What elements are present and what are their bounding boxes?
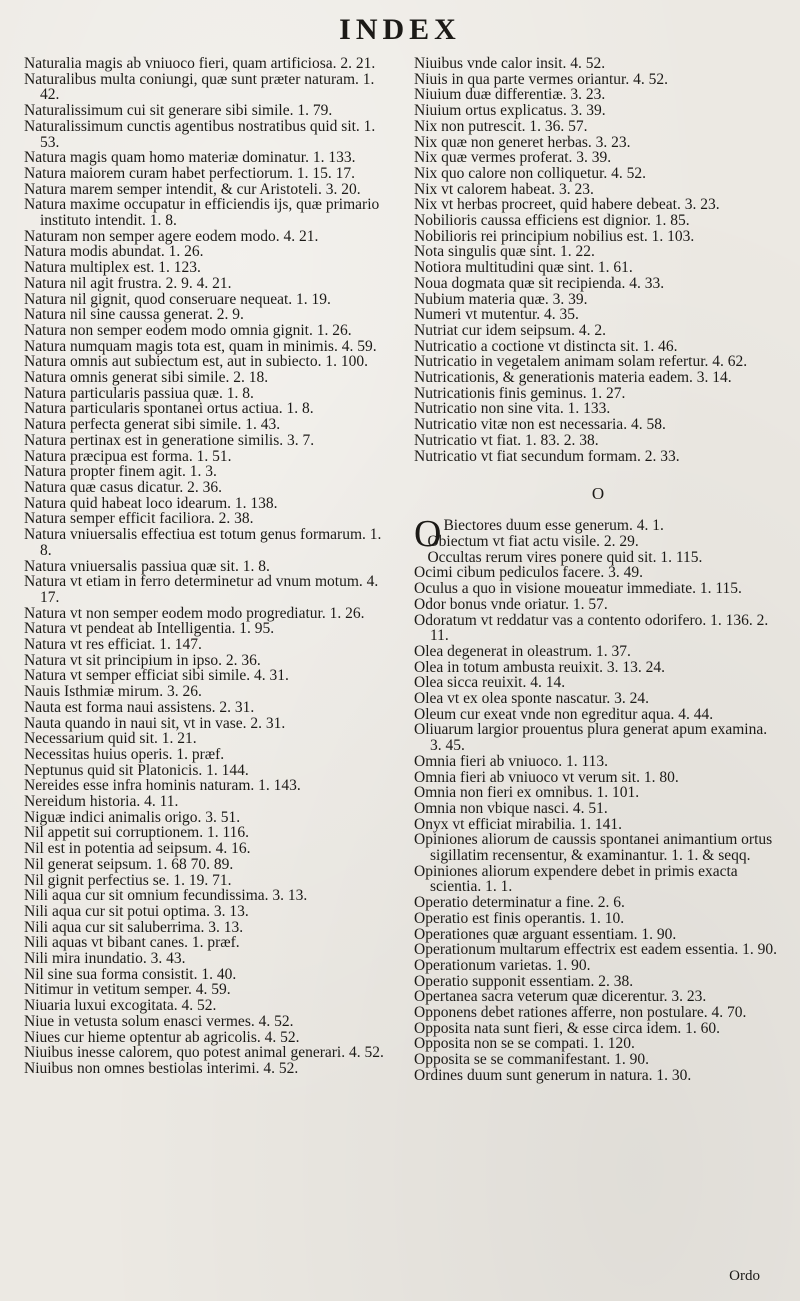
index-entry: Occultas rerum vires ponere quid sit. 1. 115. xyxy=(427,548,703,566)
index-entry: Nix vt calorem habeat. 3. 23. xyxy=(414,180,594,198)
index-entry: Omnia non fieri ex omnibus. 1. 101. xyxy=(414,784,640,802)
index-entry: Notiora multitudini quæ sint. 1. 61. xyxy=(414,259,633,277)
index-entry: Olea in totum ambusta reuixit. 3. 13. 24. xyxy=(414,658,665,676)
index-entry: Oliuarum largior prouentus plura generat apum examina. 3. 45. xyxy=(414,721,768,755)
index-entry: Natura maxime occupatur in efficiendis ijs, quæ primario instituto intendit. 1. 8. xyxy=(24,196,380,230)
index-entry: Niuis in qua parte vermes oriantur. 4. 52. xyxy=(414,70,668,88)
index-entry: Natura propter finem agit. 1. 3. xyxy=(24,463,217,481)
index-entry: Natura præcipua est forma. 1. 51. xyxy=(24,447,232,465)
index-entry: Niuium duæ differentiæ. 3. 23. xyxy=(414,86,606,104)
index-entry: Niuium ortus explicatus. 3. 39. xyxy=(414,102,606,120)
section-heading-o: O xyxy=(591,484,605,504)
index-entry: Natura vt etiam in ferro determinetur ad vnum motum. 4. 17. xyxy=(24,573,379,606)
index-entry: Odor bonus vnde oriatur. 1. 57. xyxy=(414,595,608,613)
index-entry: Natura vniuersalis effectiua est totum genus formarum. 1. 8. xyxy=(24,526,382,559)
index-entry: Nil appetit sui corruptionem. 1. 116. xyxy=(24,824,249,842)
right-column-bottom-entries xyxy=(414,534,782,1084)
index-entry: Nutricatio vitæ non est necessaria. 4. 58. xyxy=(414,416,666,434)
index-entry: Opposita se se commanifestant. 1. 90. xyxy=(414,1051,650,1069)
index-entry: Operatio determinatur a fine. 2. 6. xyxy=(414,894,625,912)
index-entry: Niues cur hieme optentur ab agricolis. 4. 52. xyxy=(24,1028,300,1046)
left-column xyxy=(24,56,396,1077)
index-entry: Natura quæ casus dicatur. 2. 36. xyxy=(24,478,223,496)
index-entry: Nix quæ non generet herbas. 3. 23. xyxy=(414,133,631,151)
index-entry: Natura vt pendeat ab Intelligentia. 1. 95. xyxy=(24,620,275,638)
index-entry: Naturalissimum cui sit generare sibi simile. 1. 79. xyxy=(24,102,333,120)
index-entry: Oleum cur exeat vnde non egreditur aqua. 4. 44. xyxy=(414,705,714,723)
index-entry: Nix quo calore non colliquetur. 4. 52. xyxy=(414,164,647,182)
index-entry: Operatio est finis operantis. 1. 10. xyxy=(414,909,625,927)
index-entry: Nil generat seipsum. 1. 68 70. 89. xyxy=(24,855,234,873)
index-entry: Natura perfecta generat sibi simile. 1. 43. xyxy=(24,416,281,434)
index-entry: Ocimi cibum pediculos facere. 3. 49. xyxy=(414,564,643,582)
index-entry: Natura vniuersalis passiua quæ sit. 1. 8. xyxy=(24,557,270,575)
index-entry: Naturalibus multa coniungi, quæ sunt præter naturam. 1. 42. xyxy=(24,70,375,104)
right-column-top-entries xyxy=(414,56,782,464)
index-entry: Operatio supponit essentiam. 2. 38. xyxy=(414,972,634,990)
index-entry: Natura vt res efficiat. 1. 147. xyxy=(24,636,202,654)
index-entry: Niguæ indici animalis origo. 3. 51. xyxy=(24,808,241,826)
index-entry: Nauta quando in naui sit, vt in vase. 2. 31. xyxy=(24,714,286,732)
index-entry: Natura modis abundat. 1. 26. xyxy=(24,243,204,261)
index-entry: Nobilioris rei principium nobilius est. 1. 103. xyxy=(414,227,695,245)
index-entry: Opposita non se se compati. 1. 120. xyxy=(414,1035,635,1053)
index-entry: Necessarium quid sit. 1. 21. xyxy=(24,730,197,748)
index-entry: Noua dogmata quæ sit recipienda. 4. 33. xyxy=(414,274,665,292)
index-entry: Operationum multarum effectrix est eadem essentia. 1. 90. xyxy=(414,941,777,959)
index-entry: Operationes quæ arguant essentiam. 1. 90. xyxy=(414,925,677,943)
index-entry: Natura magis quam homo materiæ dominatur. 1. 133. xyxy=(24,149,356,167)
index-entry: Niuibus inesse calorem, quo potest animal generari. 4. 52. xyxy=(24,1044,384,1062)
index-entry: Operationum varietas. 1. 90. xyxy=(414,956,591,974)
index-entry: Nix non putrescit. 1. 36. 57. xyxy=(414,117,588,135)
index-entry: Nauis Isthmiæ mirum. 3. 26. xyxy=(24,683,202,701)
index-entry: Naturalia magis ab vniuoco fieri, quam artificiosa. 2. 21. xyxy=(24,55,376,72)
index-entry: Nix quæ vermes proferat. 3. 39. xyxy=(414,149,612,167)
index-entry: Niuaria luxui excogitata. 4. 52. xyxy=(24,997,217,1015)
index-entry: Natura multiplex est. 1. 123. xyxy=(24,259,201,277)
index-entry: Onyx vt efficiat mirabilia. 1. 141. xyxy=(414,815,623,833)
index-entry: Opiniones aliorum expendere debet in primis exacta scientia. 1. 1. xyxy=(414,862,738,896)
index-entry: Olea vt ex olea sponte nascatur. 3. 24. xyxy=(414,690,650,708)
index-entry: Nutricationis finis geminus. 1. 27. xyxy=(414,384,626,402)
index-entry: Nereidum historia. 4. 11. xyxy=(24,793,179,811)
index-entry: Natura numquam magis tota est, quam in minimis. 4. 59. xyxy=(24,337,377,355)
index-entry: Odoratum vt reddatur vas a contento odorifero. 1. 136. 2. 11. xyxy=(414,611,769,645)
index-entry: Natura nil gignit, quod conseruare nequeat. 1. 19. xyxy=(24,290,331,308)
index-entry: Nota singulis quæ sint. 1. 22. xyxy=(414,243,595,261)
index-entry: Neptunus quid sit Platonicis. 1. 144. xyxy=(24,761,249,779)
index-entry: Nutricatio vt fiat. 1. 83. 2. 38. xyxy=(414,431,599,449)
index-entry: Opiniones aliorum de caussis spontanei animantium ortus sigillatim recensentur, & examinantur. 1. 1. & seqq. xyxy=(414,831,773,865)
index-entry: Natura particularis passiua quæ. 1. 8. xyxy=(24,384,254,402)
index-entry: Natura nil sine caussa generat. 2. 9. xyxy=(24,306,244,324)
index-entry: Natura marem semper intendit, & cur Aristoteli. 3. 20. xyxy=(24,180,361,198)
index-entry: Opponens debet rationes afferre, non postulare. 4. 70. xyxy=(414,1004,747,1022)
index-entry: Olea degenerat in oleastrum. 1. 37. xyxy=(414,642,631,660)
index-entry: Nauta est forma naui assistens. 2. 31. xyxy=(24,698,255,716)
index-entry: Niuibus vnde calor insit. 4. 52. xyxy=(414,55,606,72)
index-entry: Natura semper efficit faciliora. 2. 38. xyxy=(24,510,254,528)
index-entry: Opertanea sacra veterum quæ dicerentur. 3. 23. xyxy=(414,988,707,1006)
index-entry: Natura omnis generat sibi simile. 2. 18. xyxy=(24,369,269,387)
index-entry: Nili aqua cur sit omnium fecundissima. 3. 13. xyxy=(24,887,308,905)
drop-cap: O xyxy=(414,513,442,556)
index-entry: Necessitas huius operis. 1. præf. xyxy=(24,745,225,763)
right-column xyxy=(414,56,782,1084)
index-entry: Nutricationis, & generationis materia eadem. 3. 14. xyxy=(414,369,732,387)
index-entry: Nili aqua cur sit potui optima. 3. 13. xyxy=(24,902,249,920)
index-entry: Obiectum vt fiat actu visile. 2. 29. xyxy=(427,532,639,550)
index-entry: Nili mira inundatio. 3. 43. xyxy=(24,950,186,968)
page-title: INDEX xyxy=(339,13,461,46)
index-entry: Nobilioris caussa efficiens est dignior. 1. 85. xyxy=(414,212,690,230)
index-entry: Nitimur in vetitum semper. 4. 59. xyxy=(24,981,231,999)
index-entry: Nutricatio a coctione vt distincta sit. 1. 46. xyxy=(414,337,678,355)
index-entry-text: Biectores duum esse generum. 4. 1. xyxy=(443,517,664,535)
index-entry: Natura nil agit frustra. 2. 9. 4. 21. xyxy=(24,274,232,292)
index-entry: Natura omnis aut subiectum est, aut in subiecto. 1. 100. xyxy=(24,353,368,371)
index-entry: Oculus a quo in visione moueatur immediate. 1. 115. xyxy=(414,580,742,598)
index-entry: Nil sine sua forma consistit. 1. 40. xyxy=(24,965,237,983)
index-entry: Natura particularis spontanei ortus actiua. 1. 8. xyxy=(24,400,314,418)
index-entry: Naturam non semper agere eodem modo. 4. 21. xyxy=(24,227,319,245)
index-entry: Nil est in potentia ad seipsum. 4. 16. xyxy=(24,840,251,858)
index-entry: Natura vt semper efficiat sibi simile. 4. 31. xyxy=(24,667,289,685)
index-entry: Nix vt herbas procreet, quid habere debeat. 3. 23. xyxy=(414,196,720,214)
index-entry: Nereides esse infra hominis naturam. 1. 143. xyxy=(24,777,301,795)
index-entry: Nutricatio vt fiat secundum formam. 2. 33. xyxy=(414,447,680,465)
catchword: Ordo xyxy=(729,1268,760,1284)
index-entry: Olea sicca reuixit. 4. 14. xyxy=(414,674,566,692)
index-entry: Niuibus non omnes bestiolas interimi. 4. 52. xyxy=(24,1060,299,1077)
index-entry: Ordines duum sunt generum in natura. 1. 30. xyxy=(414,1066,692,1084)
index-entry: Natura quid habeat loco idearum. 1. 138. xyxy=(24,494,278,512)
index-entry: Niue in vetusta solum enasci vermes. 4. 52. xyxy=(24,1012,294,1030)
index-entry: Natura pertinax est in generatione similis. 3. 7. xyxy=(24,431,315,449)
index-entry: Omnia fieri ab vniuoco vt verum sit. 1. 80. xyxy=(414,768,679,786)
index-entry: Opposita nata sunt fieri, & esse circa idem. 1. 60. xyxy=(414,1019,721,1037)
index-entry: Naturalissimum cunctis agentibus nostratibus quid sit. 1. 53. xyxy=(24,117,376,151)
index-entry: Nubium materia quæ. 3. 39. xyxy=(414,290,588,308)
index-entry: Nutricatio non sine vita. 1. 133. xyxy=(414,400,611,418)
index-entry: Nutriat cur idem seipsum. 4. 2. xyxy=(414,321,606,339)
index-entry: Natura maiorem curam habet perfectiorum. 1. 15. 17. xyxy=(24,164,355,182)
index-entry: Numeri vt mutentur. 4. 35. xyxy=(414,306,579,324)
index-entry: Nili aquas vt bibant canes. 1. præf. xyxy=(24,934,240,952)
index-entry: Nil gignit perfectius se. 1. 19. 71. xyxy=(24,871,232,889)
index-entry: Omnia non vbique nasci. 4. 51. xyxy=(414,799,608,817)
index-entry: Omnia fieri ab vniuoco. 1. 113. xyxy=(414,752,608,770)
index-entry: Nili aqua cur sit saluberrima. 3. 13. xyxy=(24,918,244,936)
index-entry: Natura vt sit principium in ipso. 2. 36. xyxy=(24,651,261,669)
index-entry: Natura non semper eodem modo omnia gignit. 1. 26. xyxy=(24,321,352,339)
index-entry: Natura vt non semper eodem modo progrediatur. 1. 26. xyxy=(24,604,365,622)
index-entry: Nutricatio in vegetalem animam solam refertur. 4. 62. xyxy=(414,353,748,371)
